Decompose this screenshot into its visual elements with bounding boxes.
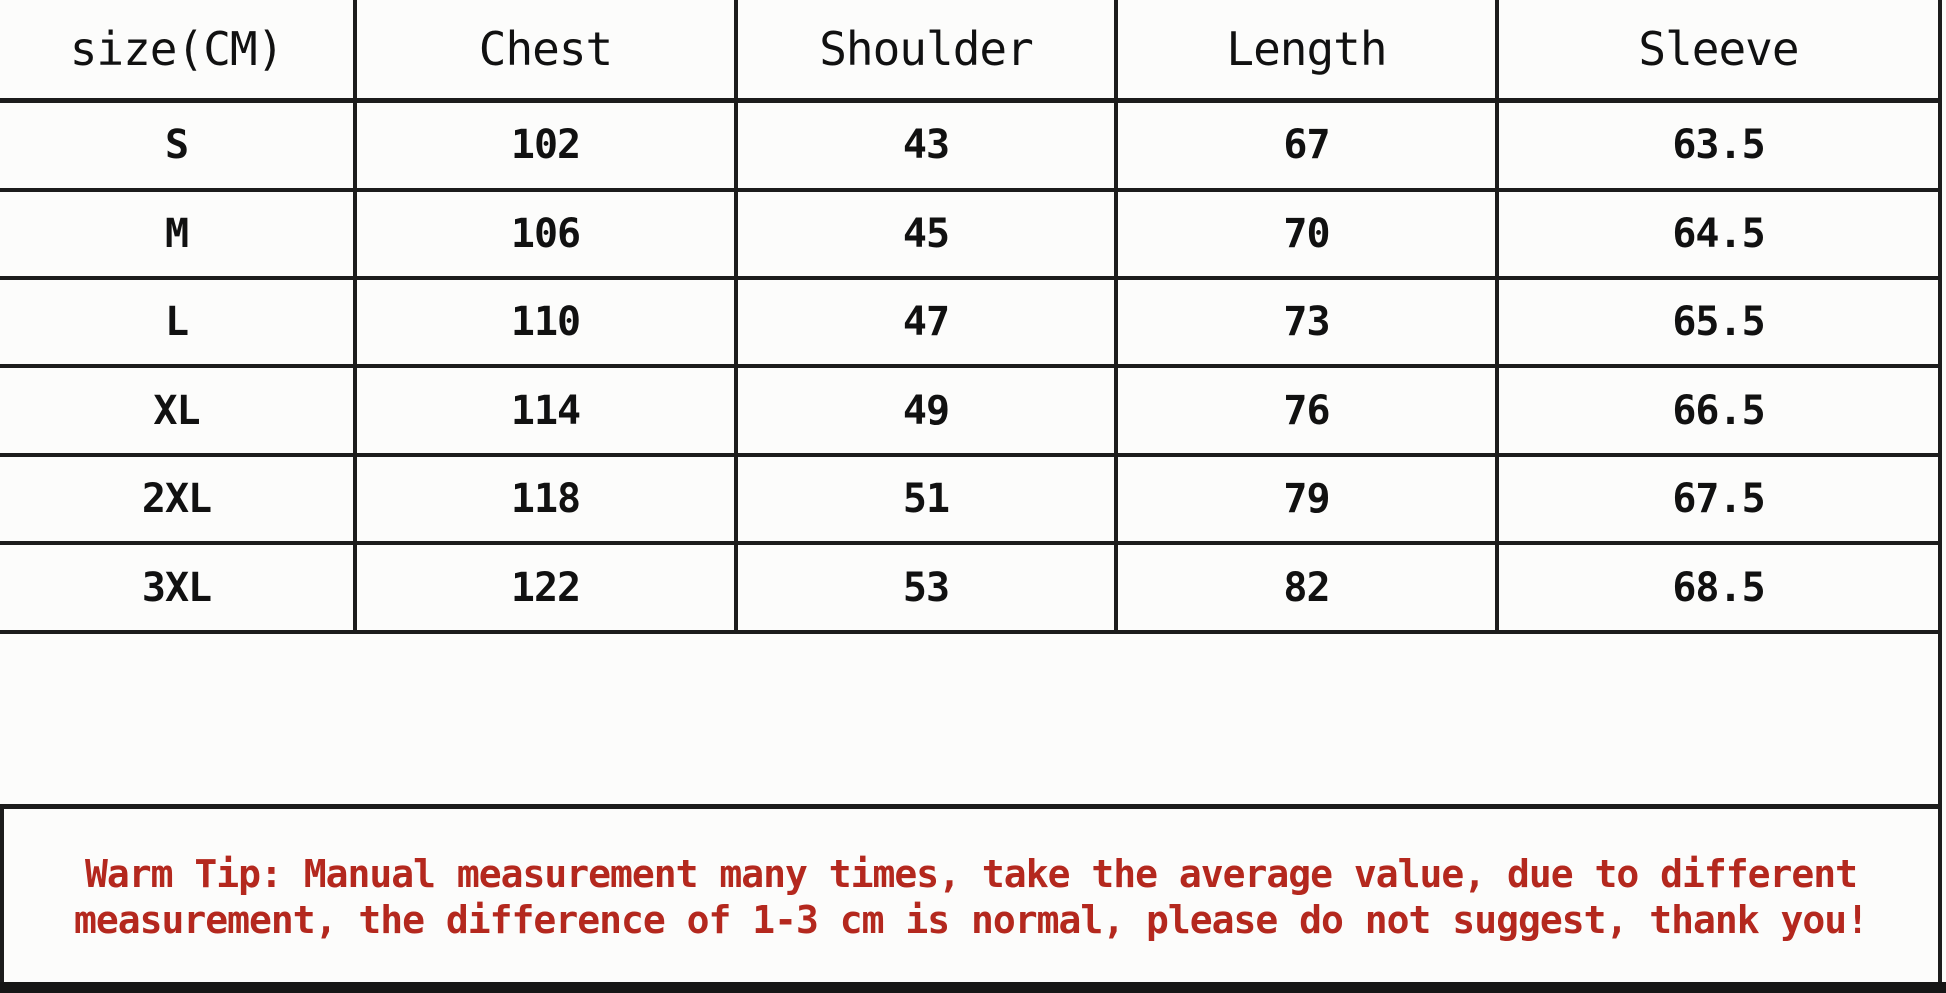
table-cell: 67.5 (1497, 455, 1940, 543)
table-cell: 66.5 (1497, 366, 1940, 454)
table-cell: 68.5 (1497, 543, 1940, 632)
table-cell: 102 (355, 101, 736, 190)
table-cell: S (0, 101, 355, 190)
table-cell: 63.5 (1497, 101, 1940, 190)
header-cell-size: size(CM) (0, 0, 355, 101)
table-cell: 76 (1116, 366, 1497, 454)
table-cell: 114 (355, 366, 736, 454)
table-cell: 51 (736, 455, 1116, 543)
warning-text-line-1: Warm Tip: Manual measurement many times, take the average value, due to different (84, 852, 1858, 896)
table-cell: 43 (736, 101, 1116, 190)
header-cell-shoulder: Shoulder (736, 0, 1116, 101)
table-cell: 70 (1116, 190, 1497, 278)
table-row-l (0, 278, 1940, 366)
table-cell: 45 (736, 190, 1116, 278)
warning-note-box (0, 804, 1942, 982)
header-cell-chest: Chest (355, 0, 736, 101)
table-cell: 118 (355, 455, 736, 543)
table-cell: 65.5 (1497, 278, 1940, 366)
table-cell: 64.5 (1497, 190, 1940, 278)
table-cell: M (0, 190, 355, 278)
table-cell: 73 (1116, 278, 1497, 366)
table-cell: 3XL (0, 543, 355, 632)
table-cell: 79 (1116, 455, 1497, 543)
table-cell: 2XL (0, 455, 355, 543)
table-cell: XL (0, 366, 355, 454)
header-cell-length: Length (1116, 0, 1497, 101)
table-cell: 106 (355, 190, 736, 278)
empty-band (0, 634, 1942, 804)
bottom-divider-bar (0, 982, 1946, 993)
header-cell-sleeve: Sleeve (1497, 0, 1940, 101)
table-row-m (0, 190, 1940, 278)
table-cell: 49 (736, 366, 1116, 454)
table-cell: 53 (736, 543, 1116, 632)
table-cell: 110 (355, 278, 736, 366)
table-cell: L (0, 278, 355, 366)
table-header-row (0, 0, 1940, 101)
warning-text-line-2: measurement, the difference of 1-3 cm is normal, please do not suggest, thank you! (74, 898, 1868, 942)
table-cell: 122 (355, 543, 736, 632)
table-row-2xl (0, 455, 1940, 543)
table-cell: 67 (1116, 101, 1497, 190)
table-cell: 82 (1116, 543, 1497, 632)
table-cell: 47 (736, 278, 1116, 366)
table-row-xl (0, 366, 1940, 454)
table-row-3xl (0, 543, 1940, 632)
table-row-s (0, 101, 1940, 190)
